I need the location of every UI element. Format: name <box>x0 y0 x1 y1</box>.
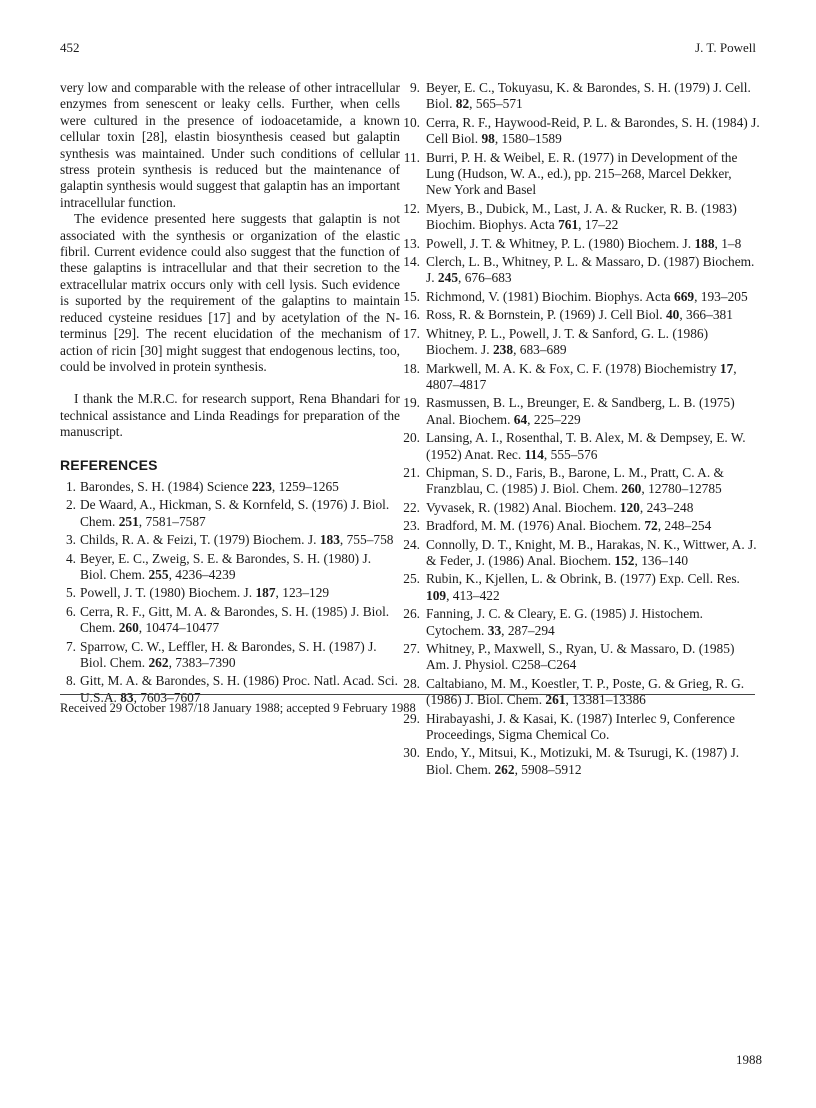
reference-volume: 223 <box>251 478 272 494</box>
reference-pages: , 248–254 <box>657 518 712 534</box>
reference-number: 16. <box>403 307 420 323</box>
reference-item <box>400 395 760 428</box>
body-paragraph-2: The evidence presented here suggests that galaptin is not associated with the synthesis or organization of the elastic fibril. Current evidence could also suggest that the function of these galaptins is intracellular and that their secretion to the extracellular matrix occurs only with cell lysis. Such evidence is suported by the requirement of the galaptins to maintain reduced cysteine residues [17] and by acetylation of the N-terminus [29]. The recent elucidation of the mechanism of action of ricin [30] might suggest that endogenous lectins, too, could be involved in protein synthesis. <box>60 211 400 374</box>
reference-item <box>60 639 400 672</box>
reference-number: 26. <box>403 606 420 622</box>
reference-pages: , 193–205 <box>694 288 748 304</box>
reference-number: 28. <box>403 675 420 691</box>
reference-item <box>400 361 760 394</box>
reference-item <box>60 551 400 584</box>
reference-citation: Caltabiano, M. M., Koestler, T. P., Poste, G. & Grieg, R. G. (1986) J. Biol. Chem. <box>426 675 745 708</box>
reference-volume: 260 <box>118 620 139 636</box>
reference-number: 5. <box>65 585 76 601</box>
reference-number: 2. <box>65 497 76 513</box>
left-column <box>60 80 400 708</box>
reference-volume: 98 <box>481 131 495 147</box>
reference-pages: , 1–8 <box>714 235 742 251</box>
footnote-rule <box>60 694 755 695</box>
page-number: 452 <box>60 40 80 55</box>
reference-list-left <box>60 479 400 706</box>
reference-citation: Chipman, S. D., Faris, B., Barone, L. M., Pratt, C. A. & Franzblau, C. (1985) J. Biol. Chem. <box>426 464 724 497</box>
reference-citation: Burri, P. H. & Weibel, E. R. (1977) in Development of the Lung (Hudson, W. A., ed.), pp. 215–268, Marcel Dekker, New York and Basel <box>426 149 738 198</box>
reference-item <box>400 711 760 744</box>
reference-pages: , 1259–1265 <box>271 478 339 494</box>
reference-item <box>60 532 400 548</box>
reference-item <box>60 604 400 637</box>
reference-item <box>400 676 760 709</box>
reference-pages: , 12780–12785 <box>641 481 722 497</box>
reference-item <box>400 430 760 463</box>
reference-item <box>400 745 760 778</box>
reference-citation: Markwell, M. A. K. & Fox, C. F. (1978) Biochemistry <box>426 360 717 376</box>
reference-citation: Whitney, P., Maxwell, S., Ryan, U. & Massaro, D. (1985) Am. J. Physiol. C258–C264 <box>426 641 735 673</box>
reference-pages: , 683–689 <box>513 342 567 358</box>
reference-number: 10. <box>403 114 420 130</box>
reference-number: 8. <box>65 673 76 689</box>
reference-item <box>400 201 760 234</box>
reference-number: 12. <box>403 200 420 216</box>
reference-number: 14. <box>403 254 420 270</box>
reference-citation: Bradford, M. M. (1976) Anal. Biochem. <box>426 518 641 534</box>
reference-number: 15. <box>403 288 420 304</box>
reference-pages: , 225–229 <box>527 411 581 427</box>
reference-item <box>400 326 760 359</box>
reference-volume: 262 <box>494 761 515 777</box>
reference-volume: 120 <box>619 499 640 515</box>
reference-pages: , 413–422 <box>446 587 500 603</box>
reference-number: 13. <box>403 235 420 251</box>
reference-number: 18. <box>403 360 420 376</box>
reference-list-right <box>400 80 760 778</box>
reference-citation: Vyvasek, R. (1982) Anal. Biochem. <box>426 499 617 515</box>
reference-citation: Fanning, J. C. & Cleary, E. G. (1985) J. Histochem. Cytochem. <box>426 606 703 638</box>
reference-citation: Endo, Y., Mitsui, K., Motizuki, M. & Tsurugi, K. (1987) J. Biol. Chem. <box>426 745 740 777</box>
reference-item <box>400 307 760 323</box>
reference-citation: Gitt, M. A. & Barondes, S. H. (1986) Proc. Natl. Acad. Sci. U.S.A. <box>80 673 399 705</box>
reference-item <box>400 500 760 516</box>
reference-item <box>400 537 760 570</box>
reference-volume: 152 <box>614 552 635 568</box>
reference-item <box>60 479 400 495</box>
reference-volume: 761 <box>558 217 579 233</box>
reference-citation: Childs, R. A. & Feizi, T. (1979) Biochem. J. <box>80 532 317 548</box>
reference-pages: , 676–683 <box>458 270 512 286</box>
reference-volume: 187 <box>255 585 276 601</box>
reference-item <box>400 254 760 287</box>
reference-volume: 33 <box>487 622 502 638</box>
reference-item <box>60 585 400 601</box>
reference-volume: 251 <box>118 513 139 529</box>
reference-number: 19. <box>403 395 420 411</box>
reference-item <box>400 641 760 674</box>
reference-number: 27. <box>403 641 420 656</box>
reference-pages: , 565–571 <box>469 96 523 112</box>
reference-number: 30. <box>403 745 420 761</box>
reference-item <box>400 518 760 534</box>
reference-number: 4. <box>65 550 76 566</box>
reference-item <box>400 289 760 305</box>
reference-pages: , 555–576 <box>543 446 598 462</box>
acknowledgement: I thank the M.R.C. for research support, Rena Bhandari for technical assistance and Linda Readings for preparation of the manuscript. <box>60 391 400 440</box>
body-paragraph-1: very low and comparable with the release of other intracellular enzymes from senescent or leaky cells. Further, when cells were cultured in the presence of iodoacetamide, a known cellular toxin [28], elastin biosynthesis ceased but galaptin synthesis was maintained. Under such conditions of cellular stress protein synthesis is reduced but the maintenance of galaptin synthesis would suggest that galaptin has an important intracellular function. <box>60 80 400 210</box>
reference-citation: Powell, J. T. (1980) Biochem. J. <box>80 585 253 601</box>
reference-pages: , 123–129 <box>275 585 330 601</box>
reference-citation: Connolly, D. T., Knight, M. B., Harakas, N. K., Wittwer, A. J. & Feder, J. (1986) Anal. Biochem. <box>426 536 757 568</box>
reference-number: 20. <box>403 430 420 446</box>
reference-number: 7. <box>65 638 76 654</box>
received-dates: Received 29 October 1987/18 January 1988; accepted 9 February 1988 <box>60 701 416 715</box>
reference-number: 6. <box>65 603 76 619</box>
reference-citation: Rubin, K., Kjellen, L. & Obrink, B. (1977) Exp. Cell. Res. <box>426 571 740 587</box>
reference-item <box>400 606 760 639</box>
reference-pages: , 243–248 <box>639 499 694 515</box>
reference-volume: 17 <box>719 360 734 376</box>
reference-volume: 669 <box>674 288 695 304</box>
reference-citation: Lansing, A. I., Rosenthal, T. B. Alex, M. & Dempsey, E. W. (1952) Anat. Rec. <box>426 430 746 462</box>
reference-number: 11. <box>403 149 420 165</box>
reference-item <box>400 465 760 498</box>
reference-volume: 245 <box>437 270 459 286</box>
reference-citation: Powell, J. T. & Whitney, P. L. (1980) Biochem. J. <box>426 235 692 251</box>
reference-pages: , 17–22 <box>578 217 619 233</box>
reference-item <box>400 150 760 199</box>
reference-volume: 83 <box>120 689 134 705</box>
reference-citation: Whitney, P. L., Powell, J. T. & Sanford, G. L. (1986) Biochem. J. <box>426 325 709 358</box>
reference-number: 17. <box>403 325 420 341</box>
reference-citation: Barondes, S. H. (1984) Science <box>80 478 249 494</box>
reference-citation: Ross, R. & Bornstein, P. (1969) J. Cell Biol. <box>426 307 663 323</box>
footer-year: 1988 <box>736 1052 762 1067</box>
reference-volume: 72 <box>644 518 658 534</box>
reference-citation: Hirabayashi, J. & Kasai, K. (1987) Interlec 9, Conference Proceedings, Sigma Chemical Co. <box>426 710 735 743</box>
reference-volume: 40 <box>665 307 680 323</box>
reference-volume: 114 <box>524 446 544 462</box>
reference-citation: Clerch, L. B., Whitney, P. L. & Massaro, D. (1987) Biochem. J. <box>426 254 755 286</box>
reference-item <box>60 497 400 530</box>
reference-pages: , 755–758 <box>339 532 394 548</box>
reference-number: 1. <box>65 478 76 494</box>
reference-number: 23. <box>403 518 420 534</box>
reference-pages: , 5908–5912 <box>514 761 582 777</box>
reference-pages: , 1580–1589 <box>494 131 562 147</box>
reference-volume: 261 <box>545 692 566 708</box>
reference-citation: De Waard, A., Hickman, S. & Kornfeld, S. (1976) J. Biol. Chem. <box>80 497 390 529</box>
reference-pages: , 10474–10477 <box>138 620 220 636</box>
reference-citation: Rasmussen, B. L., Breunger, E. & Sandberg, L. B. (1975) Anal. Biochem. <box>426 395 735 427</box>
reference-number: 29. <box>403 710 420 726</box>
reference-item <box>400 571 760 604</box>
reference-pages: , 7581–7587 <box>138 513 206 529</box>
reference-item <box>400 115 760 148</box>
reference-pages: , 287–294 <box>501 622 555 638</box>
reference-number: 3. <box>65 532 76 548</box>
reference-volume: 82 <box>455 96 470 112</box>
reference-citation: Beyer, E. C., Tokuyasu, K. & Barondes, S. H. (1979) J. Cell. Biol. <box>426 80 751 112</box>
reference-citation: Sparrow, C. W., Leffler, H. & Barondes, S. H. (1987) J. Biol. Chem. <box>80 638 377 670</box>
reference-citation: Richmond, V. (1981) Biochim. Biophys. Acta <box>426 288 671 304</box>
reference-volume: 262 <box>148 655 169 670</box>
reference-number: 9. <box>409 80 420 95</box>
reference-number: 25. <box>403 571 420 587</box>
reference-volume: 238 <box>492 342 514 358</box>
reference-volume: 260 <box>621 481 642 497</box>
reference-pages: , 136–140 <box>634 552 689 568</box>
reference-pages: , 7603–7607 <box>133 689 201 705</box>
reference-item <box>400 236 760 252</box>
reference-pages: , 7383–7390 <box>168 655 236 670</box>
reference-volume: 183 <box>319 532 340 548</box>
reference-number: 21. <box>403 464 420 480</box>
reference-citation: Myers, B., Dubick, M., Last, J. A. & Rucker, R. B. (1983) Biochim. Biophys. Acta <box>426 200 737 233</box>
references-heading: REFERENCES <box>60 456 158 473</box>
running-head-author: J. T. Powell <box>695 40 756 55</box>
reference-citation: Cerra, R. F., Haywood-Reid, P. L. & Barondes, S. H. (1984) J. Cell Biol. <box>426 114 760 147</box>
reference-pages: , 4236–4239 <box>168 566 236 582</box>
reference-number: 22. <box>403 499 420 515</box>
right-column <box>400 80 760 780</box>
reference-number: 24. <box>403 536 420 552</box>
reference-citation: Cerra, R. F., Gitt, M. A. & Barondes, S. H. (1985) J. Biol. Chem. <box>80 603 390 636</box>
reference-volume: 255 <box>148 566 169 582</box>
reference-volume: 64 <box>513 411 528 427</box>
reference-pages: , 4807–4817 <box>426 360 737 392</box>
reference-volume: 188 <box>694 235 715 251</box>
reference-volume: 109 <box>426 587 447 603</box>
reference-pages: , 366–381 <box>679 307 733 323</box>
reference-citation: Beyer, E. C., Zweig, S. E. & Barondes, S. H. (1980) J. Biol. Chem. <box>80 550 372 582</box>
reference-pages: , 13381–13386 <box>565 692 646 708</box>
reference-item <box>400 80 760 113</box>
